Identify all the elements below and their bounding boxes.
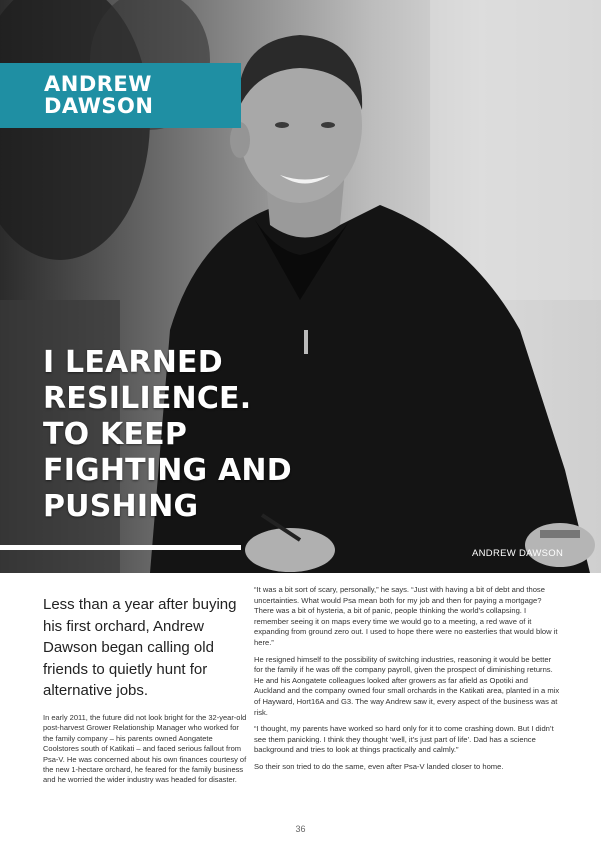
article-right-column — [254, 585, 560, 779]
pull-quote-line: I LEARNED — [43, 345, 223, 380]
article-paragraph: “It was a bit sort of scary, personally,” he says. “Just with having a bit of debt and those uncertainties. What would Psa mean both for my job and then for paying a mortgage? There was a bit of hysteria, a bit of panic, people thinking the world’s collapsing. I remember seeing it on maps every time we would go to a meeting, a red wave of it expanding from ground zero out. I used to hope there were no easterlies that would blow it here.” — [254, 585, 558, 647]
pull-quote-line: FIGHTING AND — [43, 453, 292, 488]
pull-quote-line: PUSHING — [43, 489, 199, 524]
name-first: ANDREW — [44, 72, 152, 96]
article-paragraph: He resigned himself to the possibility of switching industries, reasoning it would be better for the family if he was off the company payroll, given the prospect of diminishing returns. He and his Aongatete colleagues looked after growers as far afield as Opotiki and Auckland and the company owned four small orchards in the Katikati area, planted in a mix of Hayward, Hort16A and G3. The way Andrew saw it, every aspect of the business was at risk. — [254, 654, 560, 717]
article-left-body: In early 2011, the future did not look bright for the 32-year-old post-harvest Grower Relationship Manager who worked for the family company – his parents owned Aongatete Coolstores south of Katikati – and faced serious fallout from Psa-V. He was concerned about his own finances courtesy of the new 1-hectare orchard, he feared for the family business and he worried the wider industry was headed for disaster. — [43, 713, 247, 785]
name-banner — [0, 63, 241, 128]
quote-underline — [0, 545, 241, 550]
photo-credit: ANDREW DAWSON — [472, 548, 564, 559]
article-intro: Less than a year after buying his first orchard, Andrew Dawson began calling old friends to quietly hunt for alternative jobs. — [43, 596, 237, 699]
name-last: DAWSON — [44, 94, 154, 118]
page-number: 36 — [295, 824, 306, 834]
article-paragraph: So their son tried to do the same, even after Psa-V landed closer to home. — [254, 761, 504, 771]
article-paragraph: “I thought, my parents have worked so hard only for it to come crashing down. But I didn’t see them panicking. I think they thought ‘well, it’s just part of life’. Dad has a science background and tries to look at things practically and calmly.” — [254, 724, 554, 755]
pull-quote — [43, 345, 303, 525]
pull-quote-line: RESILIENCE. — [43, 381, 252, 416]
pull-quote-line: TO KEEP — [43, 417, 188, 452]
